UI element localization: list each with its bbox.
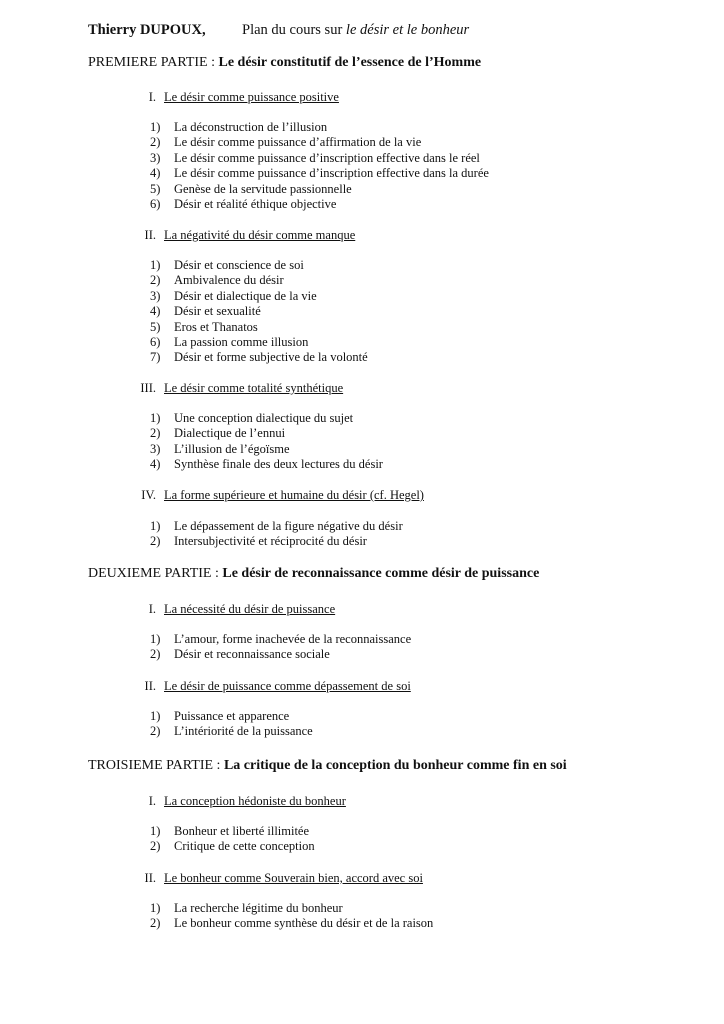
list-item: 2) Intersubjectivité et réciprocité du désir xyxy=(150,534,367,549)
list-item: 1) Puissance et apparence xyxy=(150,709,290,723)
list-item: 1) La déconstruction de l’illusion xyxy=(150,120,328,134)
section-number: I. xyxy=(148,90,156,104)
list-item: 4) Le désir comme puissance d’inscription effective dans la durée xyxy=(150,166,489,181)
list-item: 1) Bonheur et liberté illimitée xyxy=(150,824,310,838)
list-item: 7) Désir et forme subjective de la volonté xyxy=(150,350,368,365)
part-title: Le désir constitutif de l’essence de l’Homme xyxy=(218,55,482,70)
section-number: II. xyxy=(144,871,156,885)
plan-subject: le désir et le bonheur xyxy=(345,22,470,38)
list-item: 1) Le dépassement de la figure négative du désir xyxy=(150,519,403,533)
section-title: Le désir de puissance comme dépassement de soi xyxy=(164,679,411,693)
section-title: Le bonheur comme Souverain bien, accord avec soi xyxy=(164,871,423,885)
list-item: 3) Le désir comme puissance d’inscription effective dans le réel xyxy=(150,150,480,165)
list-item: 1) La recherche légitime du bonheur xyxy=(150,901,343,915)
section-number: III. xyxy=(140,381,156,395)
part-heading xyxy=(88,566,539,582)
section-title: Le désir comme totalité synthétique xyxy=(164,381,344,395)
list-item: 2) Ambivalence du désir xyxy=(150,273,284,288)
section-number: I. xyxy=(148,602,156,616)
list-item: 4) Synthèse finale des deux lectures du désir xyxy=(150,457,383,472)
list-item: 2) Dialectique de l’ennui xyxy=(150,426,286,441)
part-title: La critique de la conception du bonheur comme fin en soi xyxy=(223,758,567,773)
list-item: 1) Une conception dialectique du sujet xyxy=(150,411,354,425)
section-title: La négativité du désir comme manque xyxy=(164,228,356,242)
plan-title xyxy=(242,22,469,39)
section-number: II. xyxy=(144,679,156,693)
part-label: DEUXIEME PARTIE : xyxy=(88,566,223,581)
list-item: 2) L’intériorité de la puissance xyxy=(150,724,313,739)
list-item: 6) La passion comme illusion xyxy=(150,335,309,349)
author-name: Thierry DUPOUX, xyxy=(88,22,206,38)
list-item: 2) Critique de cette conception xyxy=(150,839,315,854)
section-number: IV. xyxy=(141,488,156,502)
plan-prefix: Plan du cours sur xyxy=(242,22,346,38)
section-number: II. xyxy=(144,228,156,242)
section-title: Le désir comme puissance positive xyxy=(164,90,339,104)
part-heading xyxy=(88,55,481,71)
list-item: 2) Le bonheur comme synthèse du désir et de la raison xyxy=(150,916,434,931)
section-number: I. xyxy=(148,794,156,808)
list-item: 4) Désir et sexualité xyxy=(150,304,261,319)
list-item: 1) Désir et conscience de soi xyxy=(150,258,304,272)
list-item: 5) Eros et Thanatos xyxy=(150,319,258,334)
part-label: TROISIEME PARTIE : xyxy=(88,758,224,773)
section-title: La conception hédoniste du bonheur xyxy=(164,794,346,808)
document-header xyxy=(88,22,470,39)
list-item: 1) L’amour, forme inachevée de la reconnaissance xyxy=(150,632,412,646)
part-title: Le désir de reconnaissance comme désir de puissance xyxy=(222,566,540,581)
section-title: La forme supérieure et humaine du désir (cf. Hegel) xyxy=(164,488,424,502)
list-item: 6) Désir et réalité éthique objective xyxy=(150,197,337,211)
part-label: PREMIERE PARTIE : xyxy=(88,55,219,70)
section-title: La nécessité du désir de puissance xyxy=(164,602,336,616)
list-item: 2) Désir et reconnaissance sociale xyxy=(150,647,330,662)
list-item: 3) L’illusion de l’égoïsme xyxy=(150,441,290,456)
list-item: 2) Le désir comme puissance d’affirmation de la vie xyxy=(150,135,422,150)
part-heading xyxy=(88,758,567,774)
list-item: 5) Genèse de la servitude passionnelle xyxy=(150,181,352,196)
list-item: 3) Désir et dialectique de la vie xyxy=(150,288,317,303)
